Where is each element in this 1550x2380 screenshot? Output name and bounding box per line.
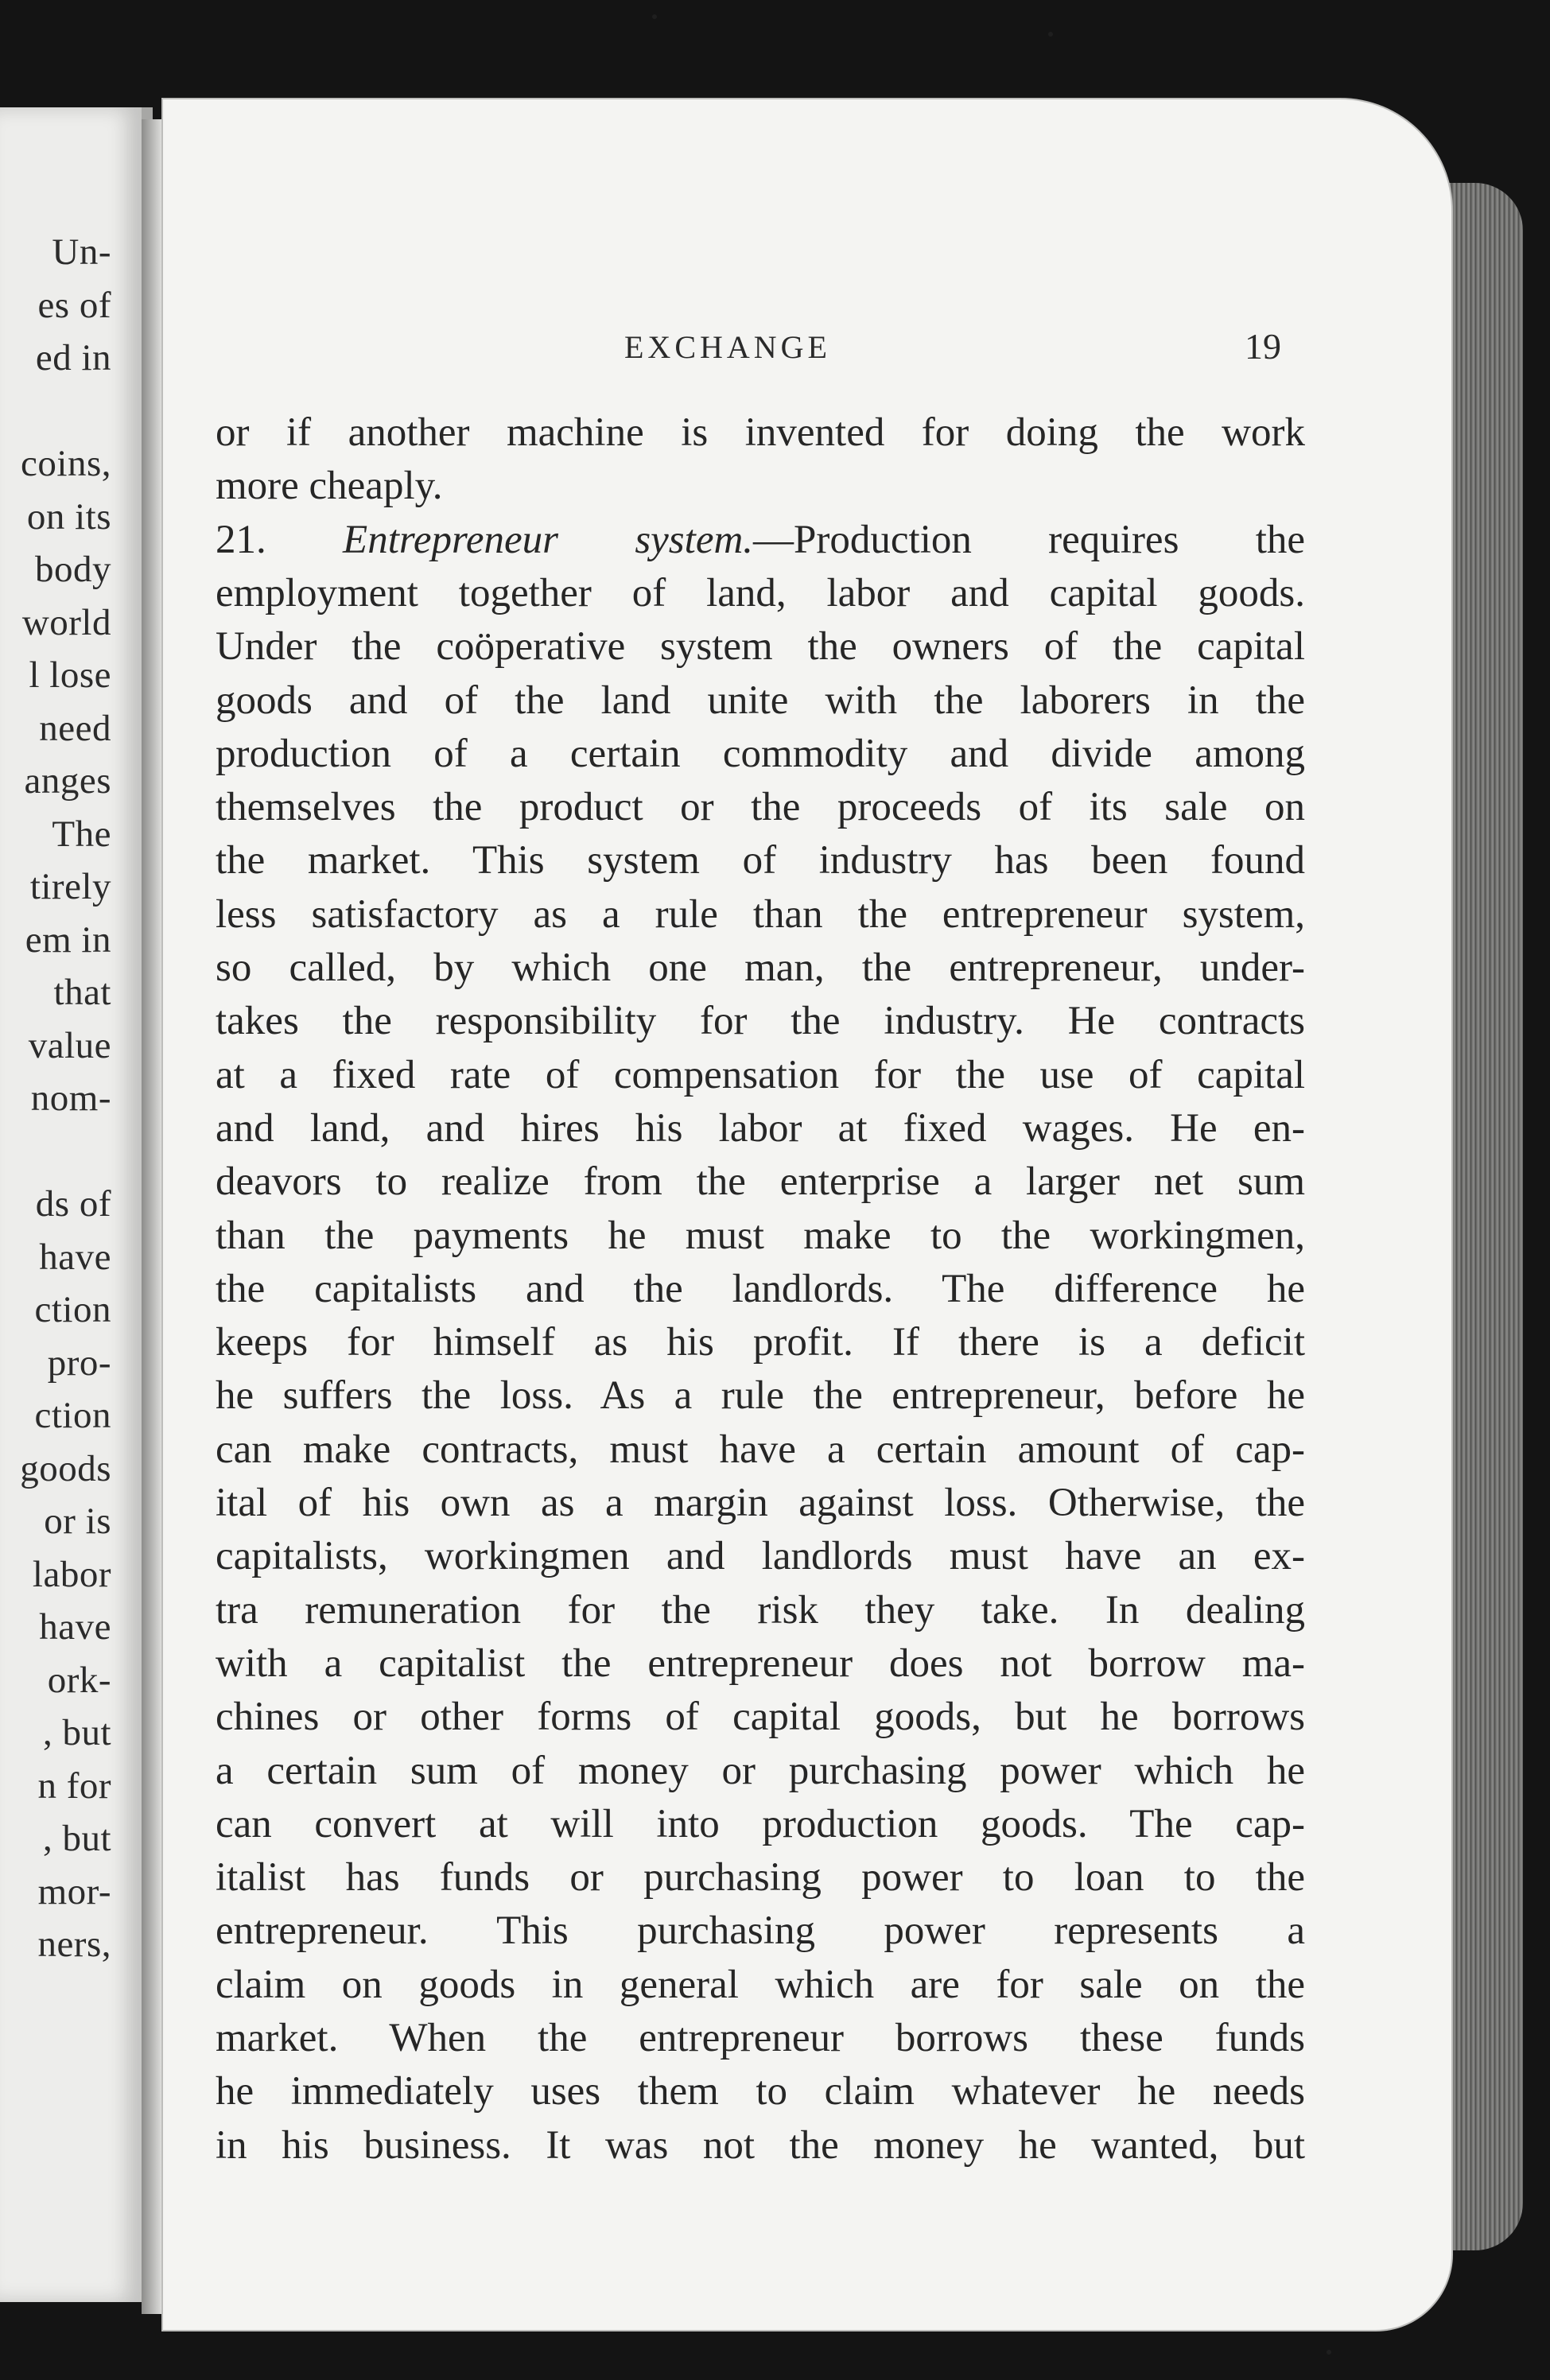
text-line: italist has funds or purchasing power to loan to the: [216, 1855, 1305, 1901]
left-page-line: ction: [34, 1395, 111, 1436]
left-page-line: em in: [25, 918, 111, 961]
text-line: the capitalists and the landlords. The difference he: [216, 1266, 1305, 1311]
left-page-line: es of: [37, 284, 111, 326]
running-head-title: EXCHANGE: [624, 329, 831, 365]
left-page-line: ction: [34, 1289, 111, 1330]
left-page-line: coins,: [21, 443, 111, 484]
left-page-line: value: [28, 1024, 111, 1066]
left-page-line: , but: [42, 1712, 111, 1753]
left-page-line: that: [53, 972, 111, 1013]
left-page-line: world: [21, 601, 111, 643]
left-page-line: tirely: [29, 866, 111, 907]
left-page-line: n for: [37, 1765, 111, 1807]
text-line: the market. This system of industry has been found: [216, 838, 1305, 883]
text-line: tra remuneration for the risk they take. In dealing: [216, 1587, 1305, 1633]
text-line: he suffers the loss. As a rule the entrepreneur, before he: [216, 1373, 1305, 1419]
section-number: 21.: [216, 517, 344, 562]
page-number: 19: [1245, 326, 1281, 367]
line-text: —Production requires the: [753, 517, 1306, 562]
left-page-line: ed in: [35, 337, 111, 379]
text-line: in his business. It was not the money he wanted, but: [216, 2122, 1305, 2168]
right-page: [163, 99, 1451, 2330]
text-line: than the payments he must make to the workingmen,: [216, 1213, 1305, 1258]
left-page-line: goods: [20, 1447, 111, 1489]
left-page-line: labor: [32, 1553, 111, 1595]
text-line: takes the responsibility for the industry. He contracts: [216, 999, 1305, 1044]
left-page-line: anges: [24, 760, 111, 802]
left-page-line: pro-: [47, 1341, 111, 1384]
left-page-line: ds of: [35, 1183, 111, 1225]
text-line: and land, and hires his labor at fixed wages. He en-: [216, 1105, 1305, 1151]
text-line: themselves the product or the proceeds of its sale on: [216, 785, 1305, 830]
text-line: Under the coöperative system the owners of the capital: [216, 624, 1305, 670]
text-line: can convert at will into production goods. The cap-: [216, 1801, 1305, 1846]
text-line: employment together of land, labor and capital goods.: [216, 570, 1305, 615]
text-line: less satisfactory as a rule than the entrepreneur system,: [216, 891, 1305, 937]
text-line: with a capitalist the entrepreneur does not borrow ma-: [216, 1640, 1305, 1686]
text-line: entrepreneur. This purchasing power represents a: [216, 1908, 1305, 1954]
text-line: can make contracts, must have a certain amount of cap-: [216, 1427, 1305, 1472]
left-page-line: , but: [42, 1818, 111, 1859]
text-line: at a fixed rate of compensation for the use of capital: [216, 1052, 1305, 1097]
text-line: production of a certain commodity and divide among: [216, 731, 1305, 776]
left-page-line: on its: [26, 495, 111, 538]
dust-speck: [652, 14, 657, 19]
left-page-line: nom-: [30, 1077, 111, 1119]
dust-speck: [1048, 32, 1053, 37]
left-page-line: body: [35, 549, 111, 590]
section-heading: Entrepreneur system.: [343, 517, 754, 562]
left-page-line: have: [39, 1606, 111, 1648]
text-line: ital of his own as a margin against loss. Otherwise, the: [216, 1481, 1305, 1525]
left-page-line: Un-: [52, 231, 111, 273]
left-page-line: have: [39, 1236, 111, 1278]
text-line: chines or other forms of capital goods, but he borrows: [216, 1695, 1305, 1740]
left-page-line: The: [52, 813, 111, 855]
left-page-line: mor-: [37, 1870, 111, 1912]
text-line: claim on goods in general which are for sale on the: [216, 1962, 1305, 2007]
text-line: goods and of the land unite with the laborers in the: [216, 678, 1305, 723]
left-facing-page: [0, 107, 153, 2302]
dust-speck: [1327, 2350, 1331, 2355]
left-page-line: ork-: [47, 1659, 111, 1701]
left-page-line: or is: [44, 1501, 111, 1542]
text-line: keeps for himself as his profit. If there is a deficit: [216, 1320, 1305, 1365]
text-line: market. When the entrepreneur borrows these funds: [216, 2016, 1305, 2060]
left-page-line: need: [39, 707, 111, 749]
text-line: so called, by which one man, the entrepreneur, under-: [216, 945, 1305, 990]
left-page-line: ners,: [37, 1924, 111, 1965]
text-line: a certain sum of money or purchasing power which he: [216, 1748, 1305, 1793]
text-line: more cheaply.: [216, 464, 443, 509]
text-line: deavors to realize from the enterprise a larger net sum: [216, 1159, 1305, 1205]
left-page-line: l lose: [29, 654, 111, 696]
text-line: capitalists, workingmen and landlords must have an ex-: [216, 1534, 1305, 1579]
text-line: he immediately uses them to claim whatever he needs: [216, 2069, 1305, 2114]
text-line: or if another machine is invented for doing the work: [216, 410, 1305, 455]
text-line: [216, 517, 1305, 563]
